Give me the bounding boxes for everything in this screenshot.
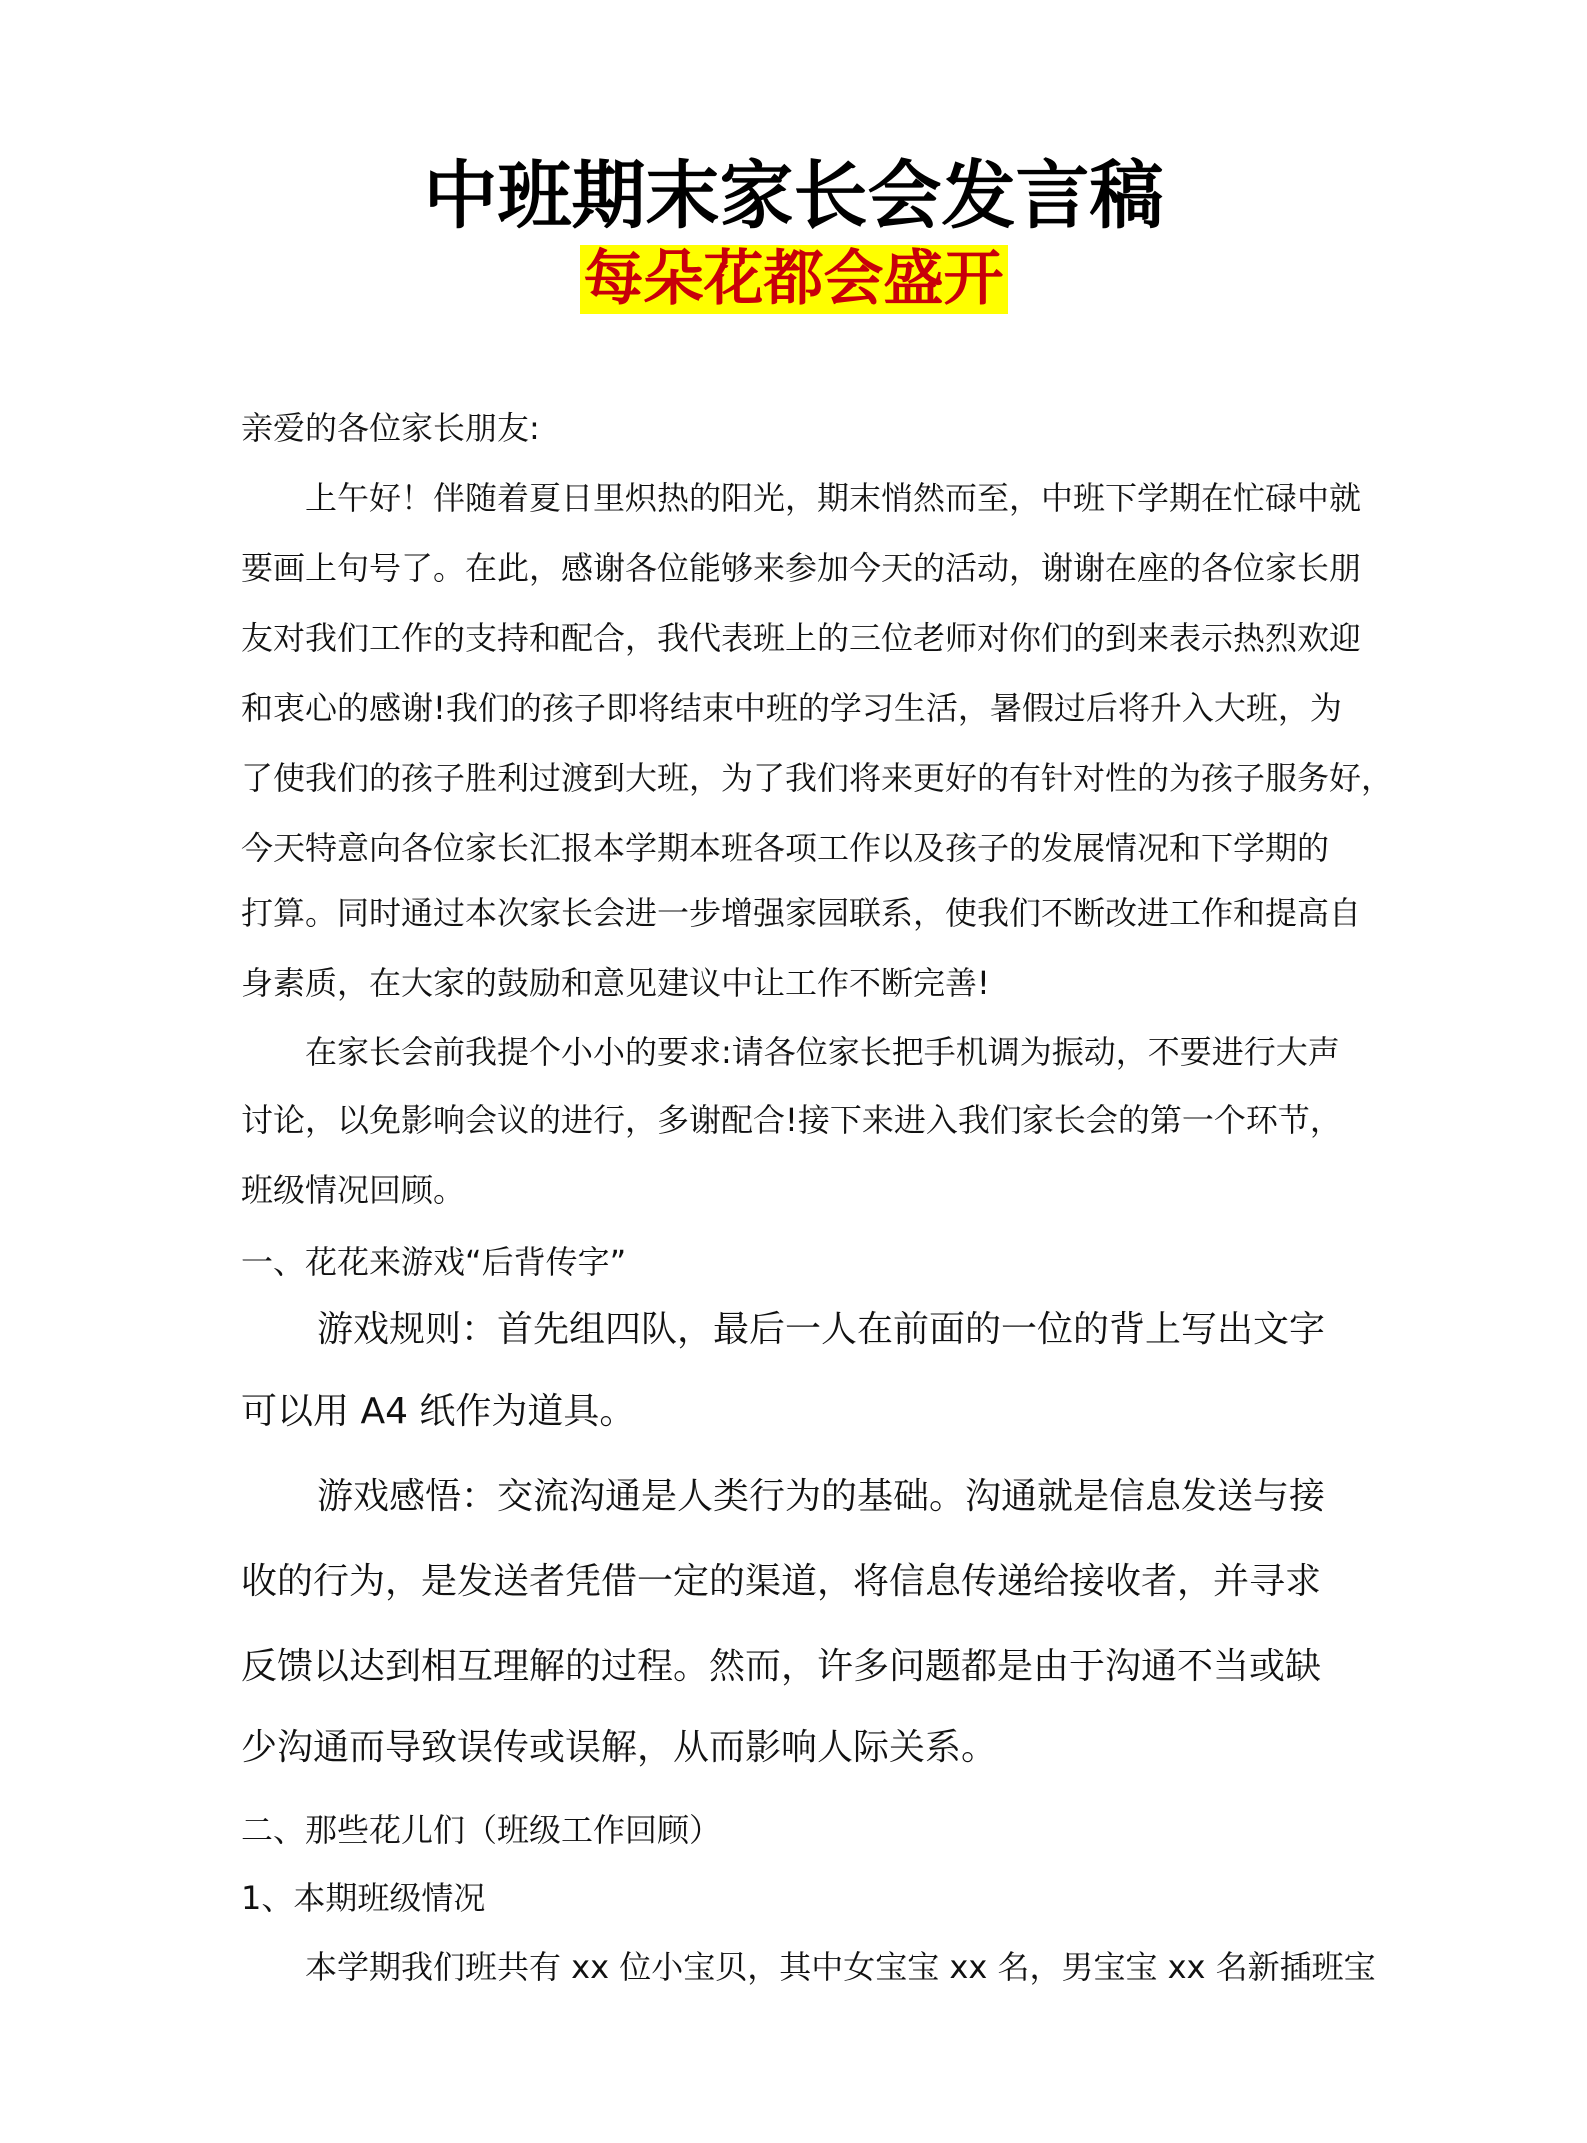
body-text-line: 班级情况回顾。 <box>241 1171 466 1209</box>
body-text-line: 可以用 A4 纸作为道具。 <box>241 1391 636 1432</box>
body-text-line: 了使我们的孩子胜利过渡到大班，为了我们将来更好的有针对性的为孩子服务好， <box>241 759 1394 797</box>
body-text-line: 讨论，以免影响会议的进行，多谢配合!接下来进入我们家长会的第一个环节， <box>241 1101 1342 1139</box>
body-text-line: 游戏规则：首先组四队，最后一人在前面的一位的背上写出文字 <box>317 1309 1326 1350</box>
body-text-line: 今天特意向各位家长汇报本学期本班各项工作以及孩子的发展情况和下学期的 <box>241 829 1330 867</box>
body-text-line: 友对我们工作的支持和配合，我代表班上的三位老师对你们的到来表示热烈欢迎 <box>241 619 1362 657</box>
section-heading: 一、花花来游戏“后背传字” <box>241 1243 627 1281</box>
document-subtitle-highlighted: 每朵花都会盛开 <box>580 245 1008 314</box>
body-text-line: 打算。同时通过本次家长会进一步增强家园联系，使我们不断改进工作和提高自 <box>241 894 1362 932</box>
body-text-line: 要画上句号了。在此，感谢各位能够来参加今天的活动，谢谢在座的各位家长朋 <box>241 549 1362 587</box>
body-text-line: 少沟通而导致误传或误解，从而影响人际关系。 <box>241 1727 998 1768</box>
body-text-line: 本学期我们班共有 xx 位小宝贝，其中女宝宝 xx 名，男宝宝 xx 名新插班宝 <box>305 1948 1376 1986</box>
body-text-line: 身素质，在大家的鼓励和意见建议中让工作不断完善! <box>241 964 990 1002</box>
subsection-heading: 1、本期班级情况 <box>241 1879 486 1917</box>
body-text-line: 游戏感悟：交流沟通是人类行为的基础。沟通就是信息发送与接 <box>317 1476 1326 1517</box>
subtitle-container <box>0 245 1587 314</box>
document-title: 中班期末家长会发言稿 <box>423 153 1164 239</box>
body-text-line: 收的行为，是发送者凭借一定的渠道，将信息传递给接收者，并寻求 <box>241 1561 1322 1602</box>
body-text-line: 上午好！伴随着夏日里炽热的阳光，期末悄然而至，中班下学期在忙碌中就 <box>305 479 1362 517</box>
body-text-line: 反馈以达到相互理解的过程。然而，许多问题都是由于沟通不当或缺 <box>241 1646 1322 1687</box>
section-heading: 二、那些花儿们（班级工作回顾） <box>241 1811 722 1849</box>
body-text-line: 和衷心的感谢!我们的孩子即将结束中班的学习生活，暑假过后将升入大班，为 <box>241 689 1342 727</box>
body-text-line: 在家长会前我提个小小的要求:请各位家长把手机调为振动，不要进行大声 <box>305 1033 1340 1071</box>
salutation-line: 亲爱的各位家长朋友: <box>241 409 540 447</box>
